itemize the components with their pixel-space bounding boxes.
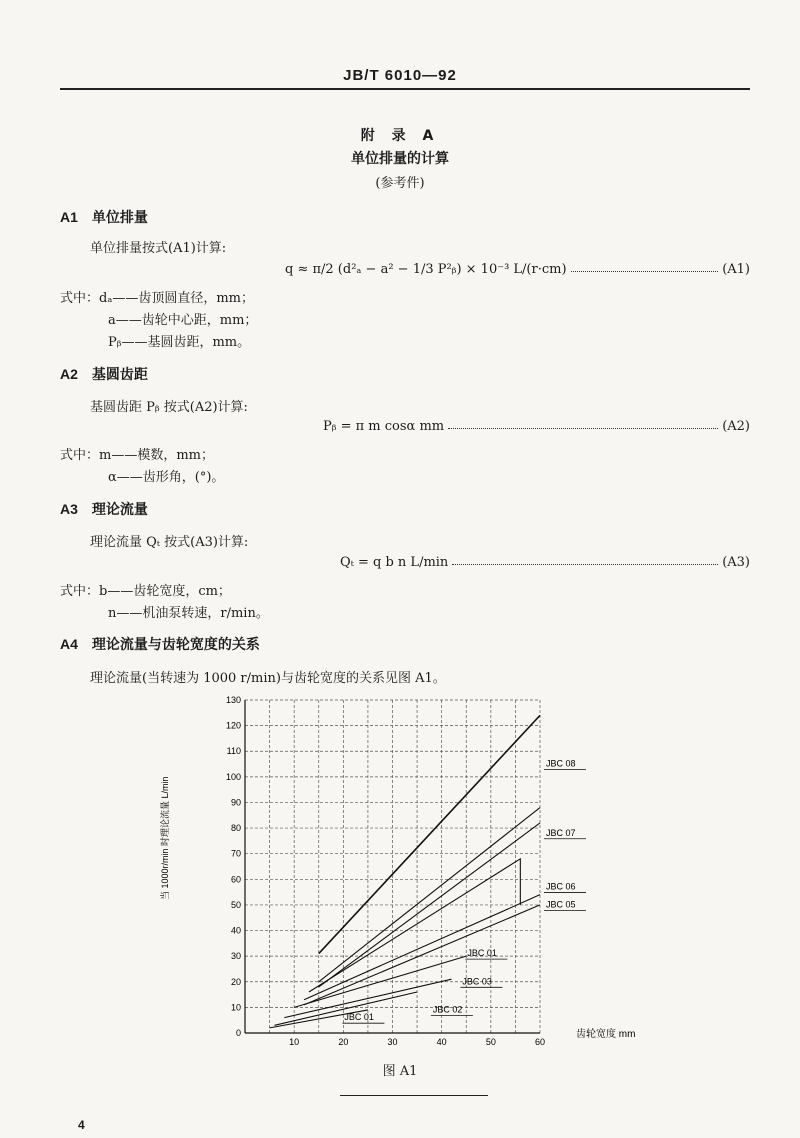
y-tick-label: 20: [230, 976, 241, 987]
series-label: JBC 01: [344, 1012, 374, 1023]
y-axis-label: 当 1000r/min 时理论流量 L/min: [160, 776, 170, 900]
series-label: JBC 06: [546, 881, 576, 892]
where-a1-line-2: a——齿轮中心距，mm；: [108, 313, 258, 328]
series-label: JBC 02: [432, 1004, 463, 1015]
appendix-title: 单位排量的计算: [351, 151, 449, 167]
section-number: A2: [60, 366, 78, 382]
series-line: [304, 905, 540, 1005]
footer-rule: [340, 1095, 488, 1096]
header-rule: [60, 88, 750, 90]
y-tick-label: 100: [225, 771, 241, 782]
x-tick-label: 10: [289, 1037, 300, 1047]
leader-dots: [571, 263, 719, 272]
x-tick-label: 60: [534, 1037, 546, 1047]
chart-series: [270, 715, 540, 1028]
where-a2-line-1: 式中：m——模数，mm；: [60, 448, 214, 463]
y-tick-label: 40: [230, 925, 241, 936]
y-tick-label: 10: [230, 1002, 241, 1013]
where-a2-line-2: α——齿形角，(°)。: [108, 470, 225, 485]
x-tick-label: 20: [338, 1037, 349, 1047]
formula-a3: [340, 555, 750, 570]
y-tick-label: 50: [230, 899, 241, 910]
y-tick-label: 60: [230, 874, 241, 885]
series-label: JBC 05: [546, 899, 576, 910]
appendix-label: 附 录 A: [360, 128, 440, 144]
chart-series-labels: [342, 759, 586, 1024]
formula-a3-expression: Qₜ = q b n L/min: [340, 555, 449, 570]
x-axis-label: 齿轮宽度 mm: [576, 1029, 636, 1040]
leader-dots: [452, 556, 718, 565]
section-title: 基圆齿距: [91, 367, 148, 383]
where-a1-line-3: Pᵦ——基圆齿距，mm。: [108, 335, 251, 350]
formula-a1-number: (A1): [722, 262, 750, 277]
flow-vs-width-chart: [150, 690, 670, 1050]
section-a2-intro: 基圆齿距 Pᵦ 按式(A2)计算:: [90, 400, 248, 415]
where-a1-line-1: 式中：dₐ——齿顶圆直径，mm；: [60, 291, 254, 306]
section-a4-intro: 理论流量(当转速为 1000 r/min)与齿轮宽度的关系见图 A1。: [90, 671, 446, 686]
section-number: A4: [60, 636, 78, 652]
section-title: 理论流量与齿轮宽度的关系: [91, 637, 260, 653]
y-tick-label: 80: [230, 823, 241, 834]
page-number: 4: [78, 1118, 85, 1132]
y-tick-label: 130: [225, 695, 241, 705]
section-a2-heading: [60, 364, 148, 384]
formula-a2: [323, 419, 750, 434]
where-a3-line-2: n——机油泵转速，r/min。: [108, 606, 269, 621]
appendix-note: (参考件): [375, 176, 425, 191]
formula-a2-number: (A2): [722, 419, 750, 434]
section-a3-intro: 理论流量 Qₜ 按式(A3)计算:: [90, 535, 249, 550]
section-a1-intro: 单位排量按式(A1)计算:: [90, 241, 227, 256]
y-tick-label: 0: [235, 1028, 241, 1038]
formula-a1: [285, 262, 750, 277]
section-a3-heading: [60, 499, 148, 519]
formula-a2-expression: Pᵦ = π m cosα mm: [323, 419, 445, 434]
y-tick-label: 30: [230, 951, 241, 962]
where-a3-line-1: 式中：b——齿轮宽度，cm；: [60, 584, 231, 599]
series-label: JBC 03: [462, 976, 492, 987]
figure-caption: 图 A1: [382, 1064, 418, 1079]
y-tick-label: 110: [226, 746, 241, 757]
document-code-header: JB/T 6010—92: [343, 67, 457, 84]
section-number: A1: [60, 209, 78, 225]
leader-dots: [448, 420, 718, 429]
section-number: A3: [60, 501, 78, 517]
formula-a1-expression: q ≈ π/2 (d²ₐ − a² − 1/3 P²ᵦ) × 10⁻³ L/(r·cm): [285, 262, 567, 277]
section-title: 理论流量: [91, 502, 148, 518]
x-tick-label: 50: [485, 1037, 496, 1047]
series-label: JBC 08: [546, 758, 576, 769]
section-title: 单位排量: [91, 210, 148, 226]
y-tick-label: 120: [225, 720, 241, 731]
y-tick-label: 90: [230, 797, 241, 808]
chart-grid: [245, 700, 540, 1033]
series-label: JBC 07: [546, 827, 576, 838]
x-tick-label: 40: [436, 1037, 447, 1047]
x-tick-label: 30: [387, 1037, 398, 1047]
section-a1-heading: [60, 207, 148, 227]
series-label: JBC 01: [467, 948, 497, 959]
section-a4-heading: [60, 634, 260, 654]
formula-a3-number: (A3): [722, 555, 750, 570]
y-tick-label: 70: [230, 848, 241, 859]
